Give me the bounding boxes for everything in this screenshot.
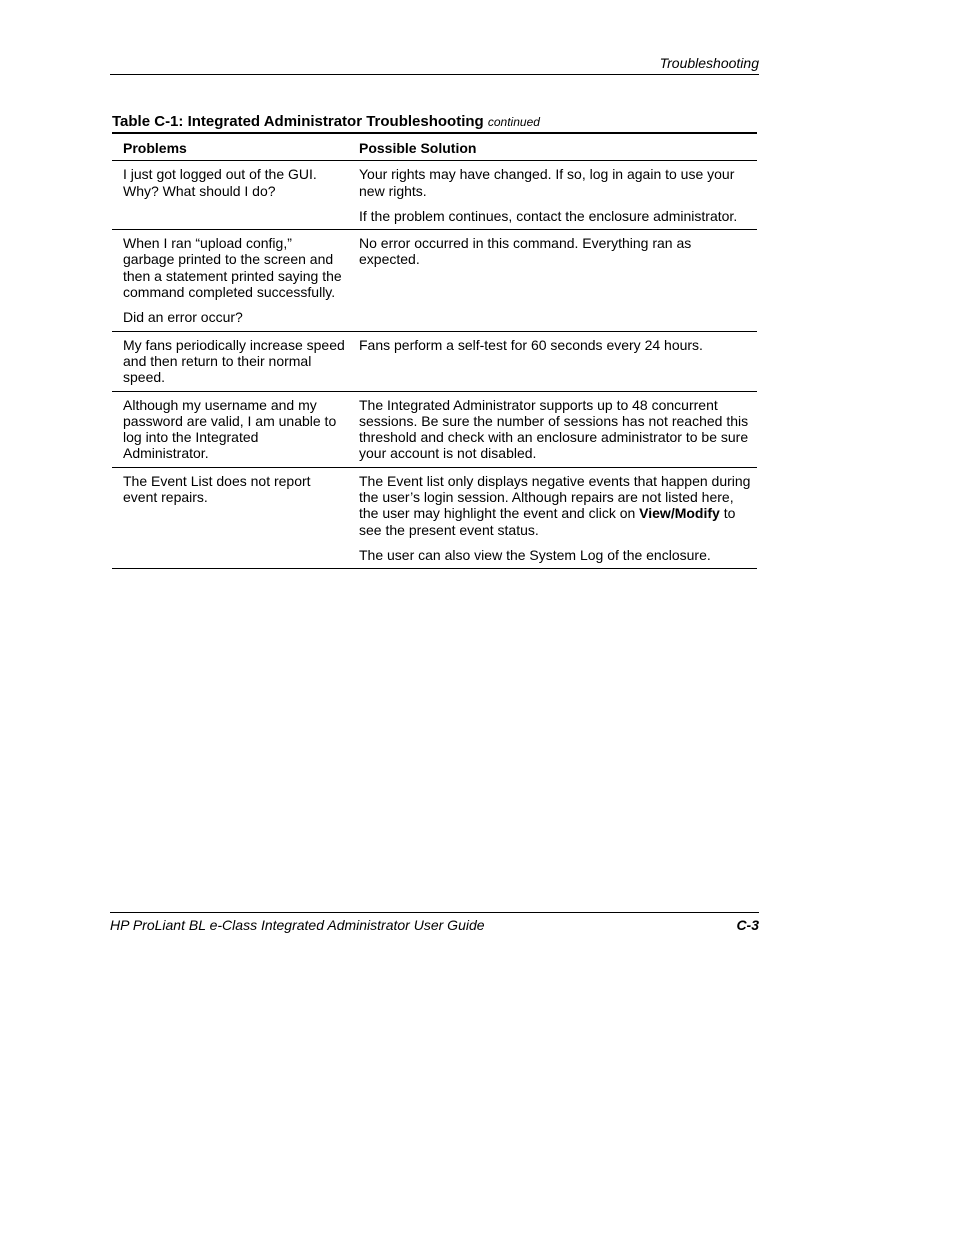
table-caption-label: Table C-1: [112, 113, 184, 130]
header-section-title: Troubleshooting [659, 55, 759, 71]
troubleshooting-table [112, 132, 757, 569]
solution-text: The Integrated Administrator supports up to 48 concurrent sessions. Be sure the number of sessions has not reached this threshold and check with an enclosure administrator to be sure your account is not disabled. [359, 396, 749, 462]
problem-cell [112, 161, 359, 230]
table-row [112, 161, 757, 230]
solution-text: Your rights may have changed. If so, log in again to use your new rights. [359, 166, 735, 199]
problem-text: My fans periodically increase speed and then return to their normal speed. [123, 336, 345, 386]
table-caption [112, 112, 757, 132]
table-caption-continued: continued [487, 115, 540, 129]
table-row [112, 230, 757, 331]
solution-cell [359, 467, 757, 568]
solution-cell [359, 391, 757, 467]
problem-text: When I ran “upload config,” garbage printed to the screen and then a statement printed saying the command completed successfully. [123, 235, 342, 301]
table-row [112, 467, 757, 568]
solution-text: The user can also view the System Log of the enclosure. [359, 546, 711, 563]
footer-guide-title: HP ProLiant BL e-Class Integrated Administrator User Guide [110, 917, 485, 933]
table-header [112, 133, 757, 161]
solution-cell [359, 230, 757, 331]
problem-text: Did an error occur? [123, 309, 243, 326]
column-header-problems: Problems [112, 133, 359, 161]
running-header [110, 55, 759, 75]
problem-cell [112, 467, 359, 568]
column-header-solution: Possible Solution [359, 133, 757, 161]
table-row [112, 391, 757, 467]
problem-cell [112, 391, 359, 467]
table-caption-title: Integrated Administrator Troubleshooting [187, 113, 484, 130]
view-modify-term: View/Modify [639, 505, 720, 522]
solution-text [359, 473, 751, 538]
solution-cell [359, 161, 757, 230]
problem-text: Although my username and my password are valid, I am unable to log into the Integrated Administrator. [123, 396, 337, 462]
solution-text-before: The Event list only displays negative events that happen during the user’s login session. Although repairs are not listed here, the user may highlight the event and click on [359, 472, 751, 522]
table-body [112, 161, 757, 569]
solution-text: No error occurred in this command. Everything ran as expected. [359, 235, 692, 268]
solution-cell [359, 331, 757, 391]
solution-text: Fans perform a self-test for 60 seconds every 24 hours. [359, 336, 703, 353]
footer-page-number: C-3 [736, 917, 759, 933]
table-row [112, 331, 757, 391]
running-footer [110, 912, 759, 934]
problem-cell [112, 230, 359, 331]
solution-text-after: to see the present event status. [359, 505, 736, 538]
problem-text: I just got logged out of the GUI. Why? What should I do? [123, 166, 317, 199]
table-header-row [112, 133, 757, 161]
problem-cell [112, 331, 359, 391]
problem-text: The Event List does not report event repairs. [123, 472, 311, 506]
solution-text: If the problem continues, contact the enclosure administrator. [359, 207, 738, 224]
